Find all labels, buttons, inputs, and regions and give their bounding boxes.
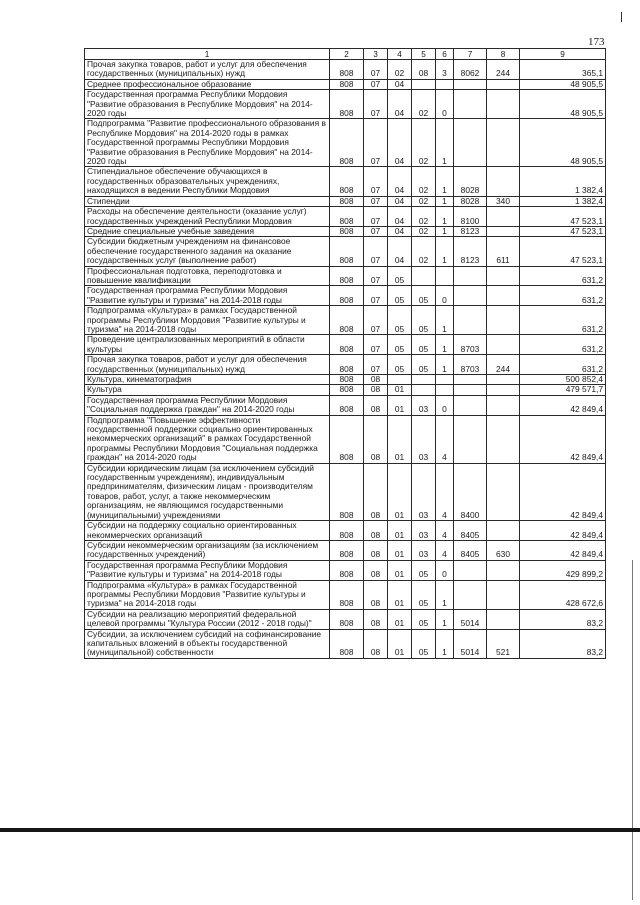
row-name-cell: Субсидии юридическим лицам (за исключением субсидий государственным учреждениям), индивидуальным предпринимателям, физическим лицам - производителям товаров, работ, услуг, а также некоммерческим организациям, не являющимся государственными (муниципальными) учреждениями xyxy=(85,463,330,520)
section-code-cell: 08 xyxy=(364,521,388,541)
amount-cell: 42 849,4 xyxy=(520,395,606,415)
article-code-cell: 5014 xyxy=(454,629,487,658)
admin-code-cell: 808 xyxy=(330,286,364,306)
subsection-code-cell: 04 xyxy=(388,207,412,227)
row-name-cell: Стипендиальное обеспечение обучающихся в государственных образовательных учреждениях, находящихся в ведении Республики Мордовия xyxy=(85,167,330,196)
program-code-cell: 03 xyxy=(412,463,436,520)
row-name-cell: Подпрограмма «Культура» в рамках Государственной программы Республики Мордовия "Развитие культуры и туризма" на 2014-2018 годы xyxy=(85,306,330,335)
article-code-cell xyxy=(454,395,487,415)
admin-code-cell: 808 xyxy=(330,335,364,355)
page-number: 173 xyxy=(588,36,605,48)
table-row xyxy=(85,609,606,629)
expense-type-cell xyxy=(487,521,520,541)
subsection-code-cell: 01 xyxy=(388,609,412,629)
table-row xyxy=(85,90,606,119)
section-code-cell: 07 xyxy=(364,306,388,335)
amount-cell: 500 852,4 xyxy=(520,375,606,385)
article-code-cell xyxy=(454,266,487,286)
section-code-cell: 07 xyxy=(364,237,388,266)
section-code-cell: 07 xyxy=(364,60,388,80)
amount-cell: 47 523,1 xyxy=(520,226,606,236)
expense-type-cell xyxy=(487,119,520,167)
row-name-cell: Подпрограмма "Повышение эффективности государственной поддержки социально ориентированных некоммерческих организаций" в рамках Государственной программы Республики Мордовия "Социальная поддержка граждан" на 2014-2020 годы xyxy=(85,415,330,463)
subsection-code-cell: 01 xyxy=(388,415,412,463)
section-code-cell: 07 xyxy=(364,335,388,355)
expense-type-cell xyxy=(487,79,520,89)
article-code-cell xyxy=(454,385,487,395)
row-name-cell: Субсидии на поддержку социально ориентированных некоммерческих организаций xyxy=(85,521,330,541)
subprogram-code-cell: 1 xyxy=(436,119,454,167)
row-name-cell: Стипендии xyxy=(85,196,330,206)
amount-cell: 631,2 xyxy=(520,266,606,286)
expense-type-cell xyxy=(487,167,520,196)
expense-type-cell: 630 xyxy=(487,540,520,560)
table-row xyxy=(85,415,606,463)
subsection-code-cell: 01 xyxy=(388,463,412,520)
subprogram-code-cell: 1 xyxy=(436,196,454,206)
subprogram-code-cell: 1 xyxy=(436,237,454,266)
program-code-cell: 02 xyxy=(412,226,436,236)
row-name-cell: Субсидии бюджетным учреждениям на финансовое обеспечение государственного задания на оказание государственных услуг (выполнение работ) xyxy=(85,237,330,266)
article-code-cell: 8028 xyxy=(454,196,487,206)
admin-code-cell: 808 xyxy=(330,395,364,415)
program-code-cell: 05 xyxy=(412,609,436,629)
table-row xyxy=(85,629,606,658)
subprogram-code-cell: 1 xyxy=(436,609,454,629)
row-name-cell: Субсидии, за исключением субсидий на софинансирование капитальных вложений в объекты государственной (муниципальной) собственности xyxy=(85,629,330,658)
article-code-cell: 8123 xyxy=(454,237,487,266)
subsection-code-cell: 05 xyxy=(388,335,412,355)
article-code-cell: 8100 xyxy=(454,207,487,227)
amount-cell: 42 849,4 xyxy=(520,540,606,560)
amount-cell: 47 523,1 xyxy=(520,237,606,266)
table-row xyxy=(85,395,606,415)
row-name-cell: Проведение централизованных мероприятий в области культуры xyxy=(85,335,330,355)
expense-type-cell xyxy=(487,90,520,119)
subsection-code-cell: 01 xyxy=(388,629,412,658)
section-code-cell: 08 xyxy=(364,385,388,395)
amount-cell: 48 905,5 xyxy=(520,119,606,167)
expense-type-cell xyxy=(487,560,520,580)
expense-type-cell: 340 xyxy=(487,196,520,206)
subprogram-code-cell xyxy=(436,266,454,286)
article-code-cell: 5014 xyxy=(454,609,487,629)
scan-mark-top xyxy=(621,12,622,22)
article-code-cell: 8123 xyxy=(454,226,487,236)
program-code-cell: 02 xyxy=(412,237,436,266)
admin-code-cell: 808 xyxy=(330,119,364,167)
admin-code-cell: 808 xyxy=(330,79,364,89)
expense-type-cell xyxy=(487,226,520,236)
expense-type-cell xyxy=(487,207,520,227)
program-code-cell: 03 xyxy=(412,521,436,541)
program-code-cell: 02 xyxy=(412,207,436,227)
admin-code-cell: 808 xyxy=(330,415,364,463)
bottom-rule xyxy=(0,828,640,832)
admin-code-cell: 808 xyxy=(330,375,364,385)
table-body xyxy=(85,60,606,659)
admin-code-cell: 808 xyxy=(330,540,364,560)
table-row xyxy=(85,226,606,236)
subsection-code-cell: 04 xyxy=(388,226,412,236)
column-header: 2 xyxy=(330,49,364,60)
section-code-cell: 08 xyxy=(364,375,388,385)
amount-cell: 631,2 xyxy=(520,355,606,375)
table-row xyxy=(85,375,606,385)
subprogram-code-cell xyxy=(436,375,454,385)
program-code-cell: 05 xyxy=(412,355,436,375)
budget-table xyxy=(84,48,606,659)
subprogram-code-cell xyxy=(436,385,454,395)
table-row xyxy=(85,266,606,286)
amount-cell: 631,2 xyxy=(520,286,606,306)
admin-code-cell: 808 xyxy=(330,167,364,196)
table-row xyxy=(85,521,606,541)
admin-code-cell: 808 xyxy=(330,207,364,227)
program-code-cell: 02 xyxy=(412,196,436,206)
program-code-cell: 02 xyxy=(412,119,436,167)
amount-cell: 631,2 xyxy=(520,335,606,355)
admin-code-cell: 808 xyxy=(330,60,364,80)
program-code-cell xyxy=(412,375,436,385)
section-code-cell: 08 xyxy=(364,395,388,415)
row-name-cell: Прочая закупка товаров, работ и услуг для обеспечения государственных (муниципальных) нужд xyxy=(85,355,330,375)
admin-code-cell: 808 xyxy=(330,609,364,629)
amount-cell: 365,1 xyxy=(520,60,606,80)
section-code-cell: 08 xyxy=(364,560,388,580)
row-name-cell: Государственная программа Республики Мордовия "Социальная поддержка граждан" на 2014-2020 годы xyxy=(85,395,330,415)
expense-type-cell xyxy=(487,375,520,385)
subsection-code-cell: 05 xyxy=(388,306,412,335)
admin-code-cell: 808 xyxy=(330,385,364,395)
column-header: 8 xyxy=(487,49,520,60)
column-header: 4 xyxy=(388,49,412,60)
section-code-cell: 07 xyxy=(364,196,388,206)
table-row xyxy=(85,580,606,609)
amount-cell: 48 905,5 xyxy=(520,90,606,119)
admin-code-cell: 808 xyxy=(330,237,364,266)
table-row xyxy=(85,335,606,355)
expense-type-cell: 244 xyxy=(487,355,520,375)
subprogram-code-cell: 1 xyxy=(436,226,454,236)
program-code-cell: 05 xyxy=(412,335,436,355)
admin-code-cell: 808 xyxy=(330,90,364,119)
subsection-code-cell: 04 xyxy=(388,167,412,196)
program-code-cell: 03 xyxy=(412,540,436,560)
subprogram-code-cell: 0 xyxy=(436,286,454,306)
article-code-cell: 8062 xyxy=(454,60,487,80)
admin-code-cell: 808 xyxy=(330,226,364,236)
subsection-code-cell xyxy=(388,375,412,385)
article-code-cell: 8703 xyxy=(454,335,487,355)
row-name-cell: Субсидии некоммерческим организациям (за исключением государственных учреждений) xyxy=(85,540,330,560)
subprogram-code-cell: 1 xyxy=(436,207,454,227)
section-code-cell: 08 xyxy=(364,415,388,463)
admin-code-cell: 808 xyxy=(330,580,364,609)
article-code-cell: 8405 xyxy=(454,540,487,560)
article-code-cell xyxy=(454,560,487,580)
table-row xyxy=(85,79,606,89)
section-code-cell: 08 xyxy=(364,629,388,658)
article-code-cell xyxy=(454,79,487,89)
table-row xyxy=(85,355,606,375)
section-code-cell: 08 xyxy=(364,609,388,629)
subprogram-code-cell: 0 xyxy=(436,90,454,119)
row-name-cell: Подпрограмма "Развитие профессионального образования в Республике Мордовия" на 2014-2020 годы в рамках Государственной программы Республики Мордовия "Развитие образования в Республике Мордовия" на 2014-2020 годы xyxy=(85,119,330,167)
subsection-code-cell: 04 xyxy=(388,119,412,167)
section-code-cell: 07 xyxy=(364,355,388,375)
section-code-cell: 07 xyxy=(364,286,388,306)
section-code-cell: 07 xyxy=(364,79,388,89)
row-name-cell: Государственная программа Республики Мордовия "Развитие образования в Республике Мордовия" на 2014-2020 годы xyxy=(85,90,330,119)
row-name-cell: Профессиональная подготовка, переподготовка и повышение квалификации xyxy=(85,266,330,286)
subsection-code-cell: 01 xyxy=(388,385,412,395)
subprogram-code-cell: 3 xyxy=(436,60,454,80)
program-code-cell: 03 xyxy=(412,415,436,463)
amount-cell: 47 523,1 xyxy=(520,207,606,227)
article-code-cell xyxy=(454,119,487,167)
program-code-cell: 05 xyxy=(412,629,436,658)
row-name-cell: Субсидии на реализацию мероприятий федеральной целевой программы "Культура России (2012 - 2018 годы)" xyxy=(85,609,330,629)
section-code-cell: 07 xyxy=(364,226,388,236)
subsection-code-cell: 05 xyxy=(388,266,412,286)
program-code-cell: 03 xyxy=(412,395,436,415)
row-name-cell: Средние специальные учебные заведения xyxy=(85,226,330,236)
article-code-cell xyxy=(454,415,487,463)
amount-cell: 42 849,4 xyxy=(520,521,606,541)
amount-cell: 428 672,6 xyxy=(520,580,606,609)
program-code-cell: 05 xyxy=(412,580,436,609)
article-code-cell: 8400 xyxy=(454,463,487,520)
amount-cell: 429 899,2 xyxy=(520,560,606,580)
table-row xyxy=(85,306,606,335)
subprogram-code-cell: 1 xyxy=(436,167,454,196)
amount-cell: 42 849,4 xyxy=(520,415,606,463)
subsection-code-cell: 01 xyxy=(388,560,412,580)
admin-code-cell: 808 xyxy=(330,463,364,520)
expense-type-cell xyxy=(487,335,520,355)
article-code-cell xyxy=(454,90,487,119)
table-row xyxy=(85,60,606,80)
subprogram-code-cell: 1 xyxy=(436,335,454,355)
expense-type-cell xyxy=(487,385,520,395)
program-code-cell xyxy=(412,79,436,89)
table-row xyxy=(85,540,606,560)
program-code-cell: 05 xyxy=(412,560,436,580)
section-code-cell: 07 xyxy=(364,90,388,119)
admin-code-cell: 808 xyxy=(330,196,364,206)
amount-cell: 83,2 xyxy=(520,609,606,629)
expense-type-cell xyxy=(487,580,520,609)
expense-type-cell xyxy=(487,395,520,415)
program-code-cell xyxy=(412,385,436,395)
amount-cell: 631,2 xyxy=(520,306,606,335)
subsection-code-cell: 04 xyxy=(388,90,412,119)
table-row xyxy=(85,385,606,395)
subsection-code-cell: 01 xyxy=(388,395,412,415)
table-row xyxy=(85,463,606,520)
expense-type-cell xyxy=(487,609,520,629)
row-name-cell: Государственная программа Республики Мордовия "Развитие культуры и туризма" на 2014-2018 годы xyxy=(85,560,330,580)
section-code-cell: 08 xyxy=(364,580,388,609)
program-code-cell xyxy=(412,266,436,286)
amount-cell: 48 905,5 xyxy=(520,79,606,89)
subprogram-code-cell: 0 xyxy=(436,395,454,415)
program-code-cell: 08 xyxy=(412,60,436,80)
table-row xyxy=(85,286,606,306)
row-name-cell: Культура, кинематография xyxy=(85,375,330,385)
article-code-cell xyxy=(454,375,487,385)
admin-code-cell: 808 xyxy=(330,629,364,658)
section-code-cell: 08 xyxy=(364,463,388,520)
subprogram-code-cell: 1 xyxy=(436,355,454,375)
subsection-code-cell: 04 xyxy=(388,79,412,89)
column-header: 5 xyxy=(412,49,436,60)
row-name-cell: Подпрограмма «Культура» в рамках Государственной программы Республики Мордовия "Развитие культуры и туризма" на 2014-2018 годы xyxy=(85,580,330,609)
admin-code-cell: 808 xyxy=(330,521,364,541)
row-name-cell: Расходы на обеспечение деятельности (оказание услуг) государственных учреждений Республики Мордовия xyxy=(85,207,330,227)
article-code-cell xyxy=(454,286,487,306)
expense-type-cell xyxy=(487,306,520,335)
expense-type-cell: 611 xyxy=(487,237,520,266)
column-header: 3 xyxy=(364,49,388,60)
expense-type-cell xyxy=(487,463,520,520)
scan-mark-side xyxy=(632,560,633,900)
column-header: 1 xyxy=(85,49,330,60)
amount-cell: 83,2 xyxy=(520,629,606,658)
amount-cell: 1 382,4 xyxy=(520,167,606,196)
article-code-cell xyxy=(454,580,487,609)
admin-code-cell: 808 xyxy=(330,355,364,375)
subprogram-code-cell: 1 xyxy=(436,580,454,609)
program-code-cell: 02 xyxy=(412,90,436,119)
section-code-cell: 07 xyxy=(364,207,388,227)
table-row xyxy=(85,560,606,580)
subprogram-code-cell: 4 xyxy=(436,463,454,520)
program-code-cell: 02 xyxy=(412,167,436,196)
expense-type-cell xyxy=(487,286,520,306)
column-header: 6 xyxy=(436,49,454,60)
admin-code-cell: 808 xyxy=(330,306,364,335)
section-code-cell: 08 xyxy=(364,540,388,560)
expense-type-cell: 244 xyxy=(487,60,520,80)
subsection-code-cell: 05 xyxy=(388,286,412,306)
subprogram-code-cell: 4 xyxy=(436,540,454,560)
amount-cell: 479 571,7 xyxy=(520,385,606,395)
article-code-cell: 8703 xyxy=(454,355,487,375)
subsection-code-cell: 04 xyxy=(388,237,412,266)
column-header: 9 xyxy=(520,49,606,60)
subsection-code-cell: 05 xyxy=(388,355,412,375)
section-code-cell: 07 xyxy=(364,167,388,196)
subprogram-code-cell: 4 xyxy=(436,521,454,541)
amount-cell: 42 849,4 xyxy=(520,463,606,520)
subprogram-code-cell: 1 xyxy=(436,629,454,658)
section-code-cell: 07 xyxy=(364,119,388,167)
subsection-code-cell: 02 xyxy=(388,60,412,80)
article-code-cell: 8028 xyxy=(454,167,487,196)
table-row xyxy=(85,196,606,206)
table-header-row xyxy=(85,49,606,60)
expense-type-cell xyxy=(487,415,520,463)
subsection-code-cell: 04 xyxy=(388,196,412,206)
amount-cell: 1 382,4 xyxy=(520,196,606,206)
subsection-code-cell: 01 xyxy=(388,521,412,541)
table-row xyxy=(85,237,606,266)
table-row xyxy=(85,119,606,167)
row-name-cell: Государственная программа Республики Мордовия "Развитие культуры и туризма" на 2014-2018 годы xyxy=(85,286,330,306)
subsection-code-cell: 01 xyxy=(388,540,412,560)
article-code-cell: 8405 xyxy=(454,521,487,541)
subprogram-code-cell xyxy=(436,79,454,89)
subprogram-code-cell: 0 xyxy=(436,560,454,580)
table-row xyxy=(85,167,606,196)
expense-type-cell: 521 xyxy=(487,629,520,658)
admin-code-cell: 808 xyxy=(330,560,364,580)
subprogram-code-cell: 1 xyxy=(436,306,454,335)
admin-code-cell: 808 xyxy=(330,266,364,286)
program-code-cell: 05 xyxy=(412,286,436,306)
row-name-cell: Среднее профессиональное образование xyxy=(85,79,330,89)
subsection-code-cell: 01 xyxy=(388,580,412,609)
program-code-cell: 05 xyxy=(412,306,436,335)
expense-type-cell xyxy=(487,266,520,286)
section-code-cell: 07 xyxy=(364,266,388,286)
column-header: 7 xyxy=(454,49,487,60)
subprogram-code-cell: 4 xyxy=(436,415,454,463)
row-name-cell: Культура xyxy=(85,385,330,395)
table-row xyxy=(85,207,606,227)
row-name-cell: Прочая закупка товаров, работ и услуг для обеспечения государственных (муниципальных) нужд xyxy=(85,60,330,80)
article-code-cell xyxy=(454,306,487,335)
